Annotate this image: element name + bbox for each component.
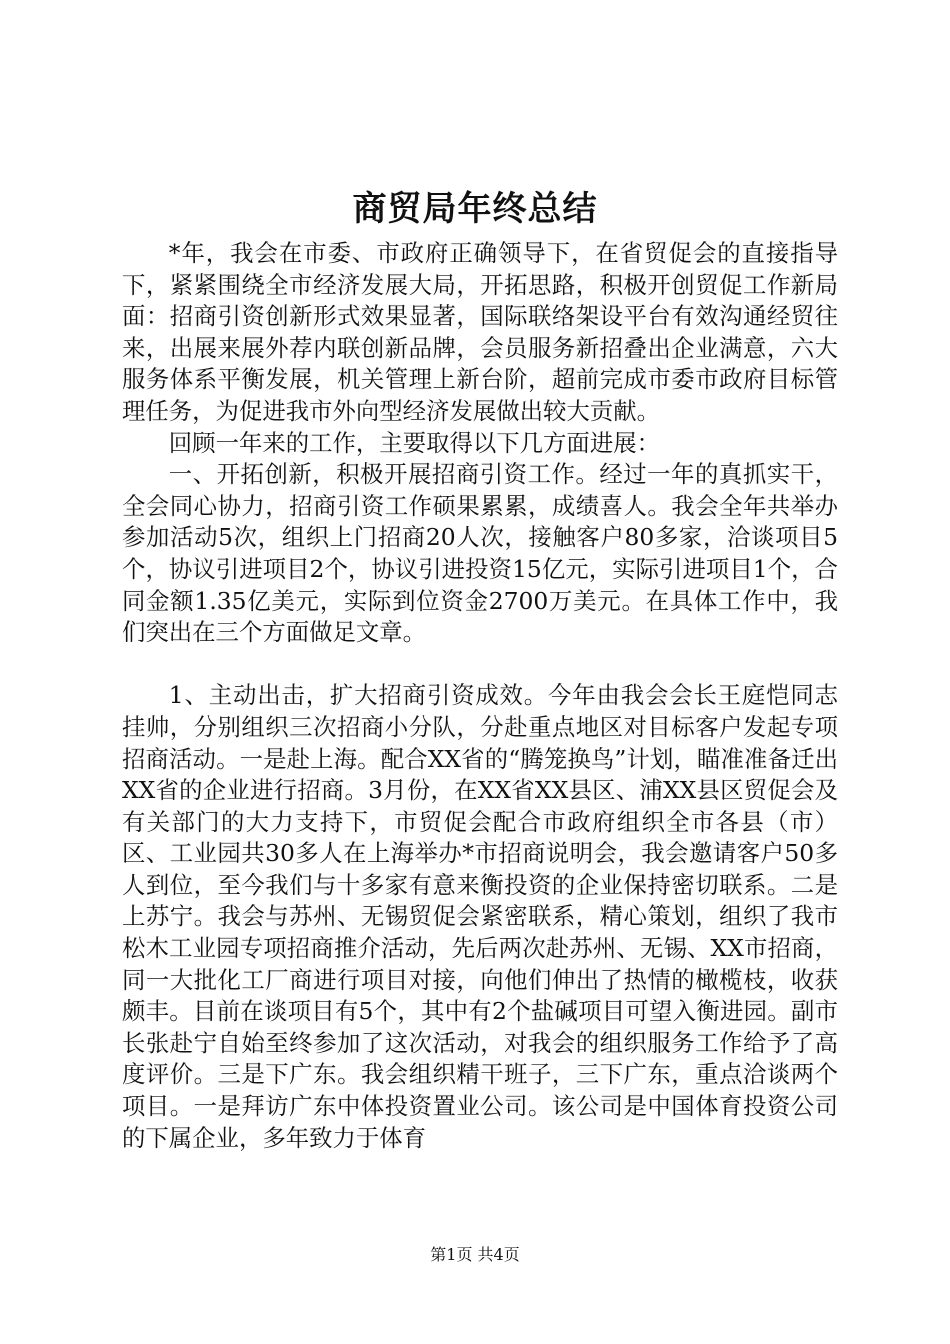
document-title: 商贸局年终总结 — [352, 189, 598, 229]
document-body — [122, 238, 838, 1154]
paragraph-intro: *年，我会在市委、市政府正确领导下，在省贸促会的直接指导下，紧紧围绕全市经济发展大局，开拓思路，积极开创贸促工作新局面：招商引资创新形式效果显著，国际联络架设平台有效沟通经贸往来，出展来展外荐内联创新品牌，会员服务新招叠出企业满意，六大服务体系平衡发展，机关管理上新台阶，超前完成市委市政府目标管理任务，为促进我市外向型经济发展做出较大贡献。 — [122, 239, 838, 425]
paragraph-review: 回顾一年来的工作，主要取得以下几方面进展： — [168, 428, 660, 457]
paragraph-section-one: 一、开拓创新，积极开展招商引资工作。经过一年的真抓实干，全会同心协力，招商引资工作硕果累累，成绩喜人。我会全年共举办参加活动5次，组织上门招商20人次，接触客户80多家，洽谈项目5个，协议引进项目2个，协议引进投资15亿元，实际引进项目1个，合同金额1.35亿美元，实际到位资金2700万美元。在具体工作中，我们突出在三个方面做足文章。 — [122, 460, 838, 647]
paragraph-item-one: 1、主动出击，扩大招商引资成效。今年由我会会长王庭恺同志挂帅，分别组织三次招商小分队，分赴重点地区对目标客户发起专项招商活动。一是赴上海。配合XX省的“腾笼换鸟”计划，瞄准准备迁出XX省的企业进行招商。3月份，在XX省XX县区、浦XX县区贸促会及有关部门的大力支持下，市贸促会配合市政府组织全市各县（市）区、工业园共30多人在上海举办*市招商说明会，我会邀请客户50多人到位，至今我们与十多家有意来衡投资的企业保持密切联系。二是上苏宁。我会与苏州、无锡贸促会紧密联系，精心策划，组织了我市松木工业园专项招商推介活动，先后两次赴苏州、无锡、XX市招商，同一大批化工厂商进行项目对接，向他们伸出了热情的橄榄枝，收获颇丰。目前在谈项目有5个，其中有2个盐碱项目可望入衡进园。副市长张赴宁自始至终参加了这次活动，对我会的组织服务工作给予了高度评价。三是下广东。我会组织精干班子，三下广东，重点洽谈两个项目。一是拜访广东中体投资置业公司。该公司是中国体育投资公司的下属企业，多年致力于体育 — [122, 681, 838, 1152]
page-number-footer: 第1页 共4页 — [430, 1245, 520, 1264]
